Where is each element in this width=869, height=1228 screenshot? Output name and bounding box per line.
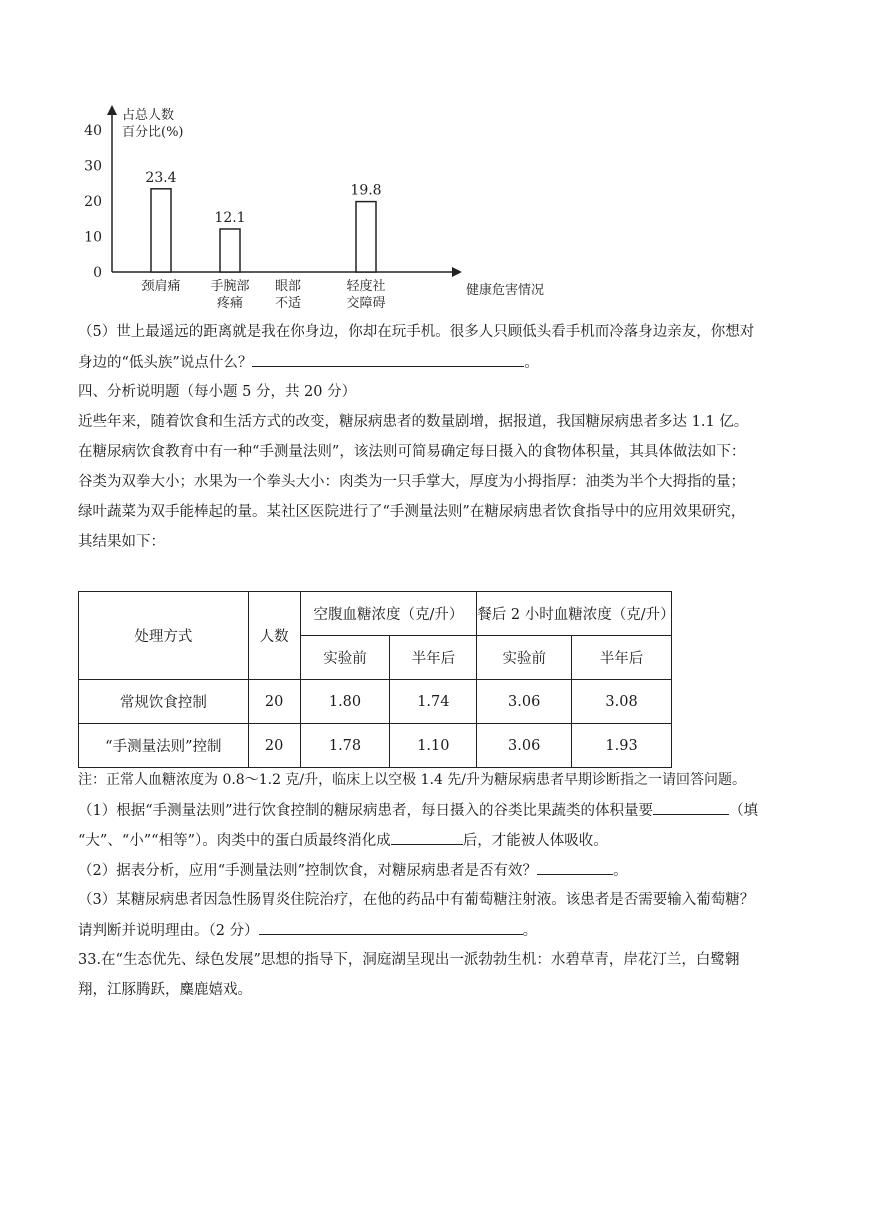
intro-line-2: 在糖尿病饮食教育中有一种“手测量法则”，该法则可简易确定每日摄入的食物体积量，其具体做法如下：	[78, 444, 746, 460]
method-cell: “手测量法则”控制	[79, 724, 249, 768]
value-cell: 3.06	[477, 680, 572, 724]
q1-text-c: “大”、“小”“相等”）。肉类中的蛋白质最终消化成	[78, 833, 391, 849]
q33-line2: 翔，江豚腾跃，麋鹿嬉戏。	[78, 982, 252, 998]
value-cell: 1.78	[300, 724, 390, 768]
q1-line1	[78, 800, 793, 821]
q5-line1: （5）世上最遥远的距离就是我在你身边，你却在玩手机。很多人只顾低头看手机而冷落身边亲友，你想对	[78, 324, 755, 340]
table-note: 注：正常人血糖浓度为 0.8～1.2 克/升，临床上以空极 1.4 先/升为糖尿病患者早期诊断指之一请回答问题。	[78, 772, 747, 788]
value-cell: 3.06	[477, 724, 572, 768]
q3-line1: （3）某糖尿病患者因急性肠胃炎住院治疗，在他的药品中有葡萄糖注射液。该患者是否需要输入葡萄糖？	[78, 892, 755, 908]
section4-heading: 四、分析说明题（每小题 5 分，共 20 分）	[78, 384, 357, 400]
y-tick-label: 10	[84, 229, 102, 246]
count-cell: 20	[248, 724, 300, 768]
x-category-label: 手腕部	[210, 279, 250, 294]
x-category-label: 轻度社	[346, 279, 386, 294]
x-category-label-line2: 交障碍	[346, 296, 386, 311]
q1-text-b: （填	[729, 803, 759, 819]
bar-value-label: 23.4	[145, 169, 177, 186]
x-axis-arrow	[452, 267, 462, 277]
q1-text-d: 后，才能被人体吸收。	[462, 833, 608, 849]
subheader-cell: 半年后	[572, 636, 672, 680]
bar	[220, 229, 240, 272]
y-tick-label: 40	[84, 122, 102, 139]
value-cell: 1.80	[300, 680, 390, 724]
q2-end: 。	[613, 863, 628, 879]
q1-line2	[78, 830, 793, 851]
count-cell: 20	[248, 680, 300, 724]
q2-answer-blank[interactable]	[537, 860, 613, 875]
q1-text-a: （1）根据“手测量法则”进行饮食控制的糖尿病患者，每日摄入的谷类比果蔬类的体积量要	[78, 803, 654, 819]
bar-value-label: 12.1	[214, 209, 246, 226]
value-cell: 1.10	[390, 724, 477, 768]
header-method: 处理方式	[79, 592, 249, 680]
bar-value-label: 19.8	[350, 182, 382, 199]
q5-prompt: 身边的“低头族”说点什么？	[78, 355, 253, 371]
q3-answer-blank[interactable]	[259, 920, 523, 935]
y-axis-label-line2: 百分比(%)	[122, 125, 184, 140]
value-cell: 3.08	[572, 680, 672, 724]
x-category-label: 眼部	[274, 279, 302, 294]
q3-end: 。	[522, 923, 538, 939]
y-axis-arrow	[107, 105, 117, 115]
q2-text: （2）据表分析，应用“手测量法则”控制饮食，对糖尿病患者是否有效？	[78, 863, 538, 879]
q5-answer-blank[interactable]	[252, 352, 524, 367]
value-cell: 1.74	[390, 680, 477, 724]
table-row	[79, 724, 672, 768]
x-axis-label: 健康危害情况	[466, 283, 545, 298]
header-post-meal: 餐后 2 小时血糖浓度（克/升）	[477, 592, 672, 636]
q1-blank-2[interactable]	[391, 830, 463, 845]
q5-end: 。	[524, 355, 539, 371]
q5-line2	[78, 352, 793, 373]
q1-blank-1[interactable]	[653, 800, 729, 815]
y-tick-label: 0	[93, 265, 102, 281]
bar-chart	[60, 95, 545, 311]
intro-line-4: 绿叶蔬菜为双手能棒起的量。某社区医院进行了“手测量法则”在糖尿病患者饮食指导中的应用效果研究，	[78, 504, 746, 520]
subheader-cell: 实验前	[477, 636, 572, 680]
intro-line-1: 近些年来，随着饮食和生活方式的改变，糖尿病患者的数量剧增，据报道，我国糖尿病患者多达 1.1 亿。	[78, 414, 749, 430]
x-category-label-line2: 疼痛	[216, 296, 244, 311]
y-tick-label: 30	[84, 158, 102, 175]
y-tick-label: 20	[84, 193, 102, 210]
intro-line-5: 其结果如下：	[78, 534, 165, 550]
header-fasting: 空腹血糖浓度（克/升）	[300, 592, 477, 636]
x-category-label-line2: 不适	[274, 296, 302, 311]
results-table	[78, 591, 675, 768]
table-row	[79, 680, 672, 724]
x-category-label: 颈肩痛	[141, 279, 181, 294]
value-cell: 1.93	[572, 724, 672, 768]
y-axis-label-line1: 占总人数	[122, 108, 175, 123]
bar	[151, 189, 171, 272]
q3-prompt: 请判断并说明理由。（2 分）	[78, 923, 259, 939]
subheader-cell: 实验前	[300, 636, 390, 680]
q3-line2	[78, 920, 793, 941]
q33-line1: 33.在“生态优先、绿色发展”思想的指导下，洞庭湖呈现出一派勃勃生机：水碧草青，岸花汀兰，白鹭翱	[78, 952, 740, 968]
q2-line	[78, 860, 793, 881]
intro-line-3: 谷类为双拳大小；水果为一个拳头大小：肉类为一只手掌大，厚度为小拇指厚：油类为半个大拇指的量；	[78, 474, 745, 490]
method-cell: 常规饮食控制	[79, 680, 249, 724]
header-count: 人数	[248, 592, 300, 680]
subheader-cell: 半年后	[390, 636, 477, 680]
bar	[356, 202, 376, 272]
